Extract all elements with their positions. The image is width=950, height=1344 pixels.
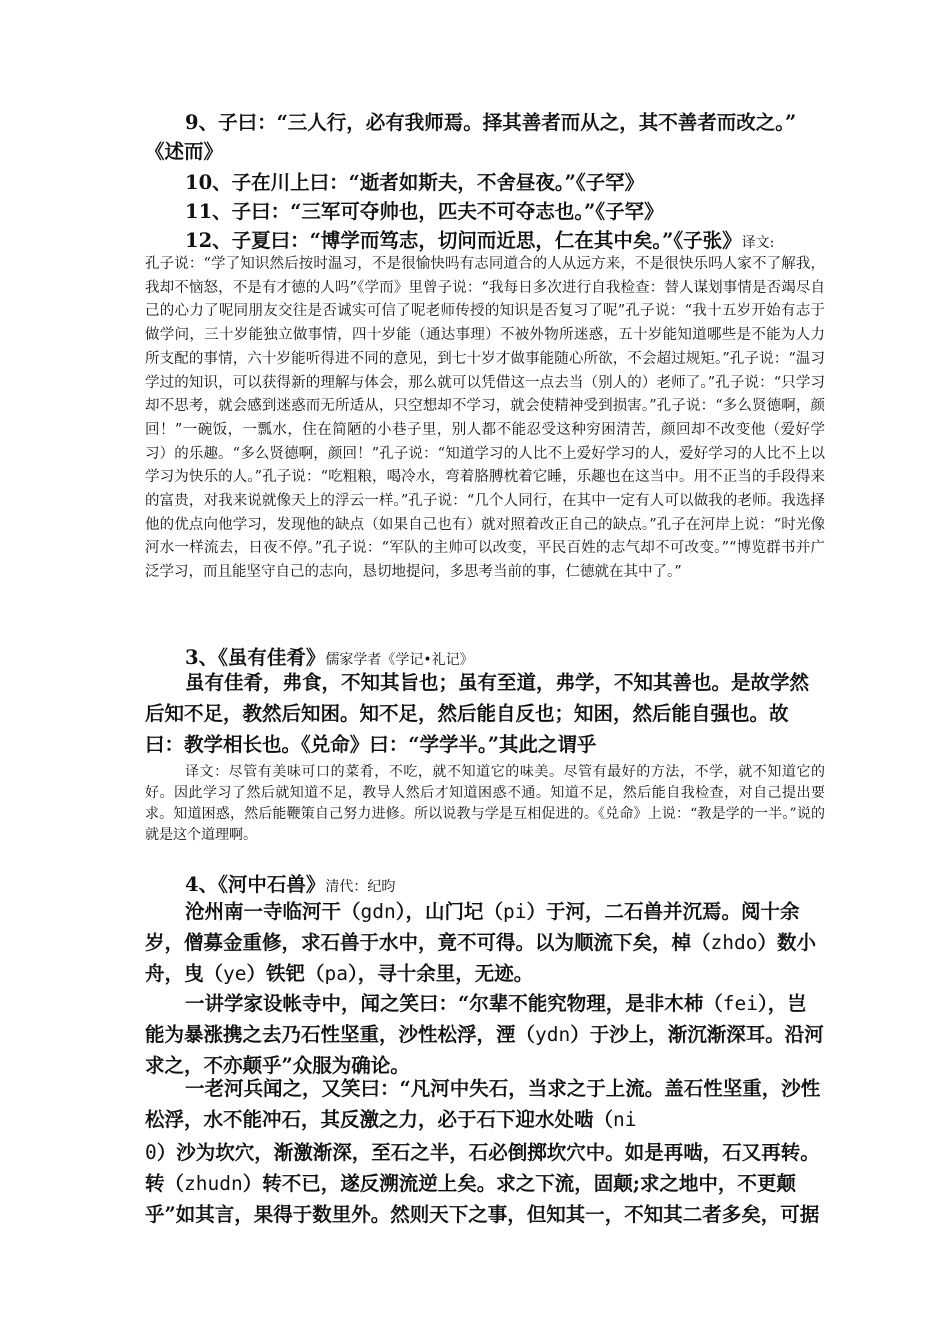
section-3-body: 虽有佳肴，弗食，不知其旨也；虽有至道，弗学，不知其善也。是故学然后知不足，教然后知困。知不足，然后能自反也；知困，然后能自强也。故曰：教学相长也。《兑命》曰：“学学半。”其此之谓乎 [145, 671, 810, 756]
section-4-paragraph-4: 0）沙为坎穴，渐激渐深，至石之半，石必倒掷坎穴中。如是再啮，石又再转。转（zhudn）转不已，遂反溯流逆上矣。求之下流，固颠;求之地中，不更颠乎”如其言，果得于数里外。然则天下之事，但知其一，不知其二者多矣，可据 [145, 1141, 820, 1226]
section-4-author: 清代：纪昀 [325, 879, 396, 895]
translation-paragraph: 孔子说：“学了知识然后按时温习，不是很愉快吗有志同道合的人从远方来，不是很快乐吗人家不了解我，我却不恼怒，不是有才德的人吗”《学而》里曾子说：“我每日多次进行自我检查：替人谋划事情是否竭尽自己的心力了呢同朋友交往是否诚实可信了呢老师传授的知识是否复习了呢”孔子说：“我十五岁开始有志于做学问，三十岁能独立做事情，四十岁能（通达事理）不被外物所迷惑，五十岁能知道哪些是不能为人力所支配的事情，六十岁能听得进不同的意见，到七十岁才做事能随心所欲，不会超过规矩。”孔子说：“温习学过的知识，可以获得新的理解与体会，那么就可以凭借这一点去当（别人的）老师了。”孔子说：“只学习却不思考，就会感到迷惑而无所适从，只空想却不学习，就会使精神受到损害。”孔子说：“多么贤德啊，颜回！”一碗饭，一瓢水，住在简陋的小巷子里，别人都不能忍受这种穷困清苦，颜回却不改变他（爱好学习）的乐趣。“多么贤德啊，颜回！”孔子说：“知道学习的人比不上爱好学习的人，爱好学习的人比不上以学习为快乐的人。”孔子说：“吃粗粮，喝冷水，弯着胳膊枕着它睡，乐趣也在这当中。用不正当的手段得来的富贵，对我来说就像天上的浮云一样。”孔子说：“几个人同行，在其中一定有人可以做我的老师。我选择他的优点向他学习，发现他的缺点（如果自己也有）就对照着改正自己的缺点。”孔子在河岸上说：“时光像河水一样流去，日夜不停。”孔子说：“军队的主帅可以改变，平民百姓的志气却不可改变。”“博览群书并广泛学习，而且能坚守自己的志向，恳切地提问，多思考当前的事，仁德就在其中了。” [145, 256, 825, 581]
pinyin-0: 0 [145, 1141, 157, 1164]
pinyin-pi: pi [503, 900, 527, 923]
quote-10-line: 10、子在川上曰：“逝者如斯夫，不舍昼夜。”《子罕》 [185, 171, 645, 194]
pinyin-fei: fei [722, 992, 758, 1015]
section-4-paragraph-2: 一讲学家设帐寺中，闻之笑曰：“尔辈不能究物理，是非木杮（fei），岂能为暴涨携之去乃石性坚重，沙性松浮，湮（ydn）于沙上，渐沉渐深耳。沿河求之，不亦颠乎”众服为确论。 [145, 992, 824, 1077]
section-4-paragraph-3: 一老河兵闻之，又笑曰：“凡河中失石，当求之于上流。盖石性坚重，沙性松浮，水不能冲石，其反激之力，必于石下迎水处啮（ni [145, 1077, 821, 1131]
pinyin-ydn: ydn [535, 1023, 571, 1046]
quote-9 [145, 108, 825, 167]
quote-11-line: 11、子曰：“三军可夺帅也，匹夫不可夺志也。”《子罕》 [185, 200, 664, 223]
pinyin-zhdo: zhdo [710, 931, 758, 954]
quote-9-line-2: 《述而》 [145, 140, 224, 163]
quote-12-text: 12、子夏曰：“博学而笃志，切问而近思，仁在其中矣。”《子张》 [185, 229, 742, 252]
section-4-title: 4、《河中石兽》 [185, 873, 326, 896]
pinyin-gdn: gdn [360, 900, 396, 923]
pinyin-ye: ye [223, 962, 247, 985]
section-3-author: 儒家学者《学记•礼记》 [325, 652, 474, 668]
quote-9-line-1: 9、子曰：“三人行，必有我师焉。择其善者而从之，其不善者而改之。” [185, 111, 797, 134]
pinyin-ni: ni [613, 1108, 637, 1131]
translation-tag: 译文: [741, 235, 775, 251]
quote-11 [145, 197, 825, 227]
section-4-paragraph-1: 沧州南一寺临河干（gdn），山门圮（pi）于河，二石兽并沉焉。阅十余岁，僧募金重修，求石兽于水中，竟不可得。以为顺流下矣，棹（zhdo）数小舟，曳（ye）铁钯（pa），寻十余里，无迹。 [145, 900, 816, 985]
quote-10 [145, 168, 825, 198]
section-3-translation: 译文：尽管有美味可口的菜肴，不吃，就不知道它的味美。尽管有最好的方法，不学，就不知道它的好。因此学习了然后就知道不足，教导人然后才知道困惑不通。知道不足，然后能自我检查，对自己提出要求。知道困惑，然后能鞭策自己努力进修。所以说教与学是互相促进的。《兑命》上说：“教是学的一半。”说的就是这个道理啊。 [145, 764, 825, 843]
pinyin-zhudn: zhudn [184, 1172, 243, 1195]
section-3-title: 3、《虽有佳肴》 [185, 646, 326, 669]
pinyin-pa: pa [324, 962, 348, 985]
